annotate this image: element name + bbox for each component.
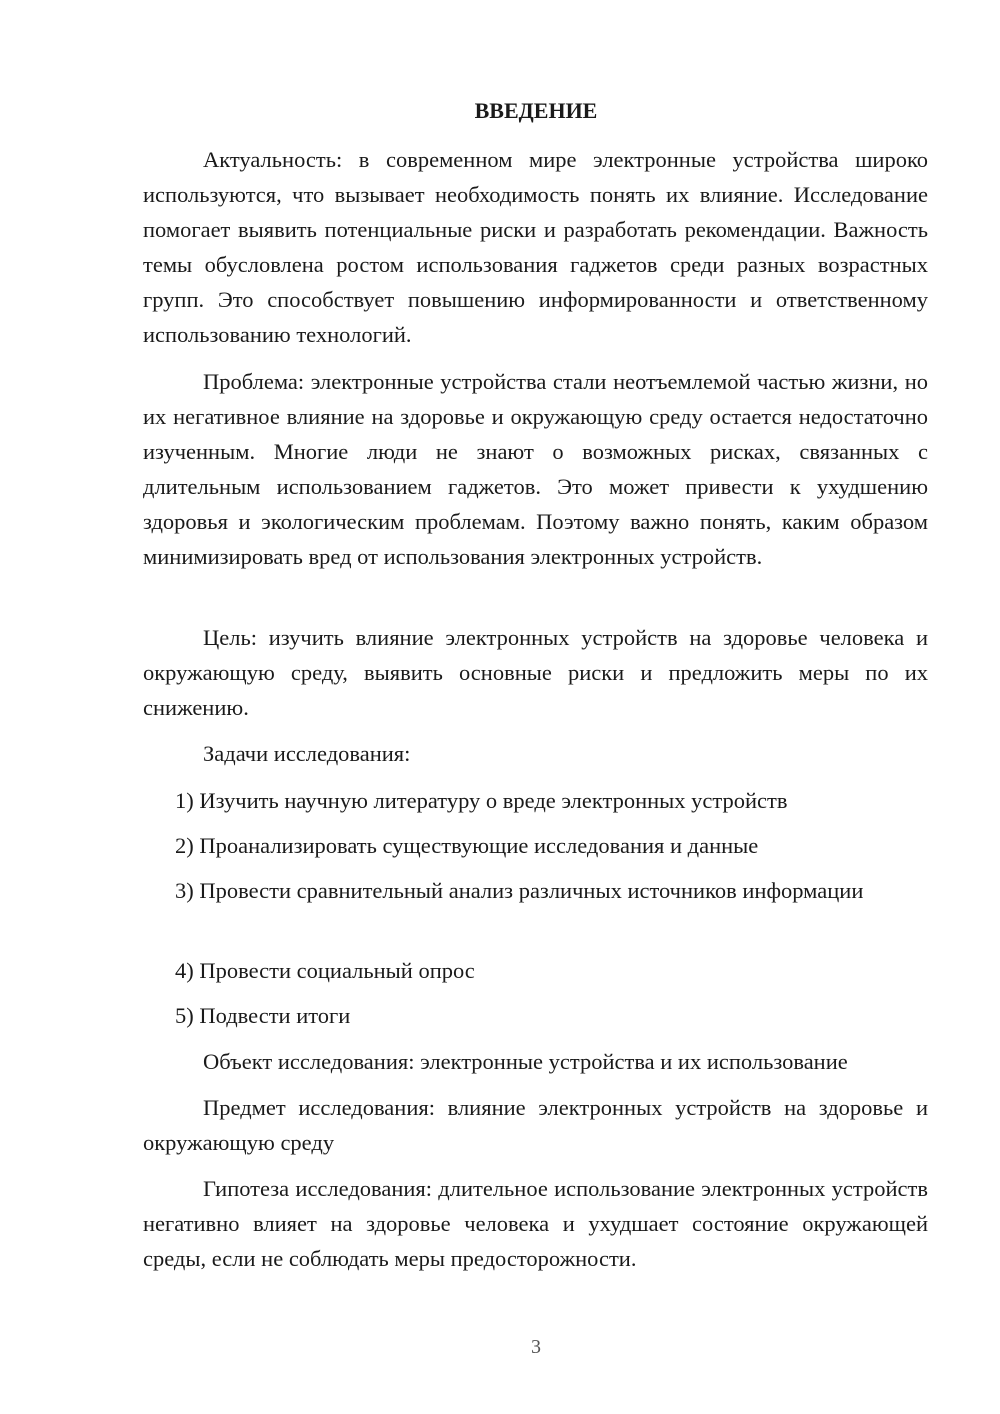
page-number: 3 [531, 1336, 541, 1358]
task-item-5: 5) Подвести итоги [175, 1003, 351, 1028]
section-title: ВВЕДЕНИЕ [474, 98, 598, 123]
task-item-1: 1) Изучить научную литературу о вреде электронных устройств [175, 788, 788, 813]
paragraph-object: Объект исследования: электронные устройства и их использование [203, 1049, 848, 1074]
paragraph-problem: Проблема: электронные устройства стали неотъемлемой частью жизни, но их негативное влияние на здоровье и окружающую среду остается недостаточно изученным. Многие люди не знают о возможных рисках, связанных с длительным использованием гаджетов. Это может привести к ухудшению здоровья и экологическим проблемам. Поэтому важно понять, каким образом минимизировать вред от использования электронных устройств. [143, 369, 928, 569]
task-item-2: 2) Проанализировать существующие исследования и данные [175, 833, 759, 858]
paragraph-goal: Цель: изучить влияние электронных устройств на здоровье человека и окружающую среду, выявить основные риски и предложить меры по их снижению. [143, 625, 928, 720]
task-item-4: 4) Провести социальный опрос [175, 958, 475, 983]
paragraph-hypothesis: Гипотеза исследования: длительное использование электронных устройств негативно влияет на здоровье человека и ухудшает состояние окружающей среды, если не соблюдать меры предосторожности. [143, 1176, 928, 1271]
paragraph-relevance: Актуальность: в современном мире электронные устройства широко используются, что вызывает необходимость понять их влияние. Исследование помогает выявить потенциальные риски и разработать рекомендации. Важность темы обусловлена ростом использования гаджетов среди разных возрастных групп. Это способствует повышению информированности и ответственному использованию технологий. [143, 147, 928, 347]
paragraph-subject: Предмет исследования: влияние электронных устройств на здоровье и окружающую среду [143, 1095, 928, 1155]
tasks-heading: Задачи исследования: [203, 741, 411, 766]
task-item-3: 3) Провести сравнительный анализ различных источников информации [175, 878, 864, 903]
